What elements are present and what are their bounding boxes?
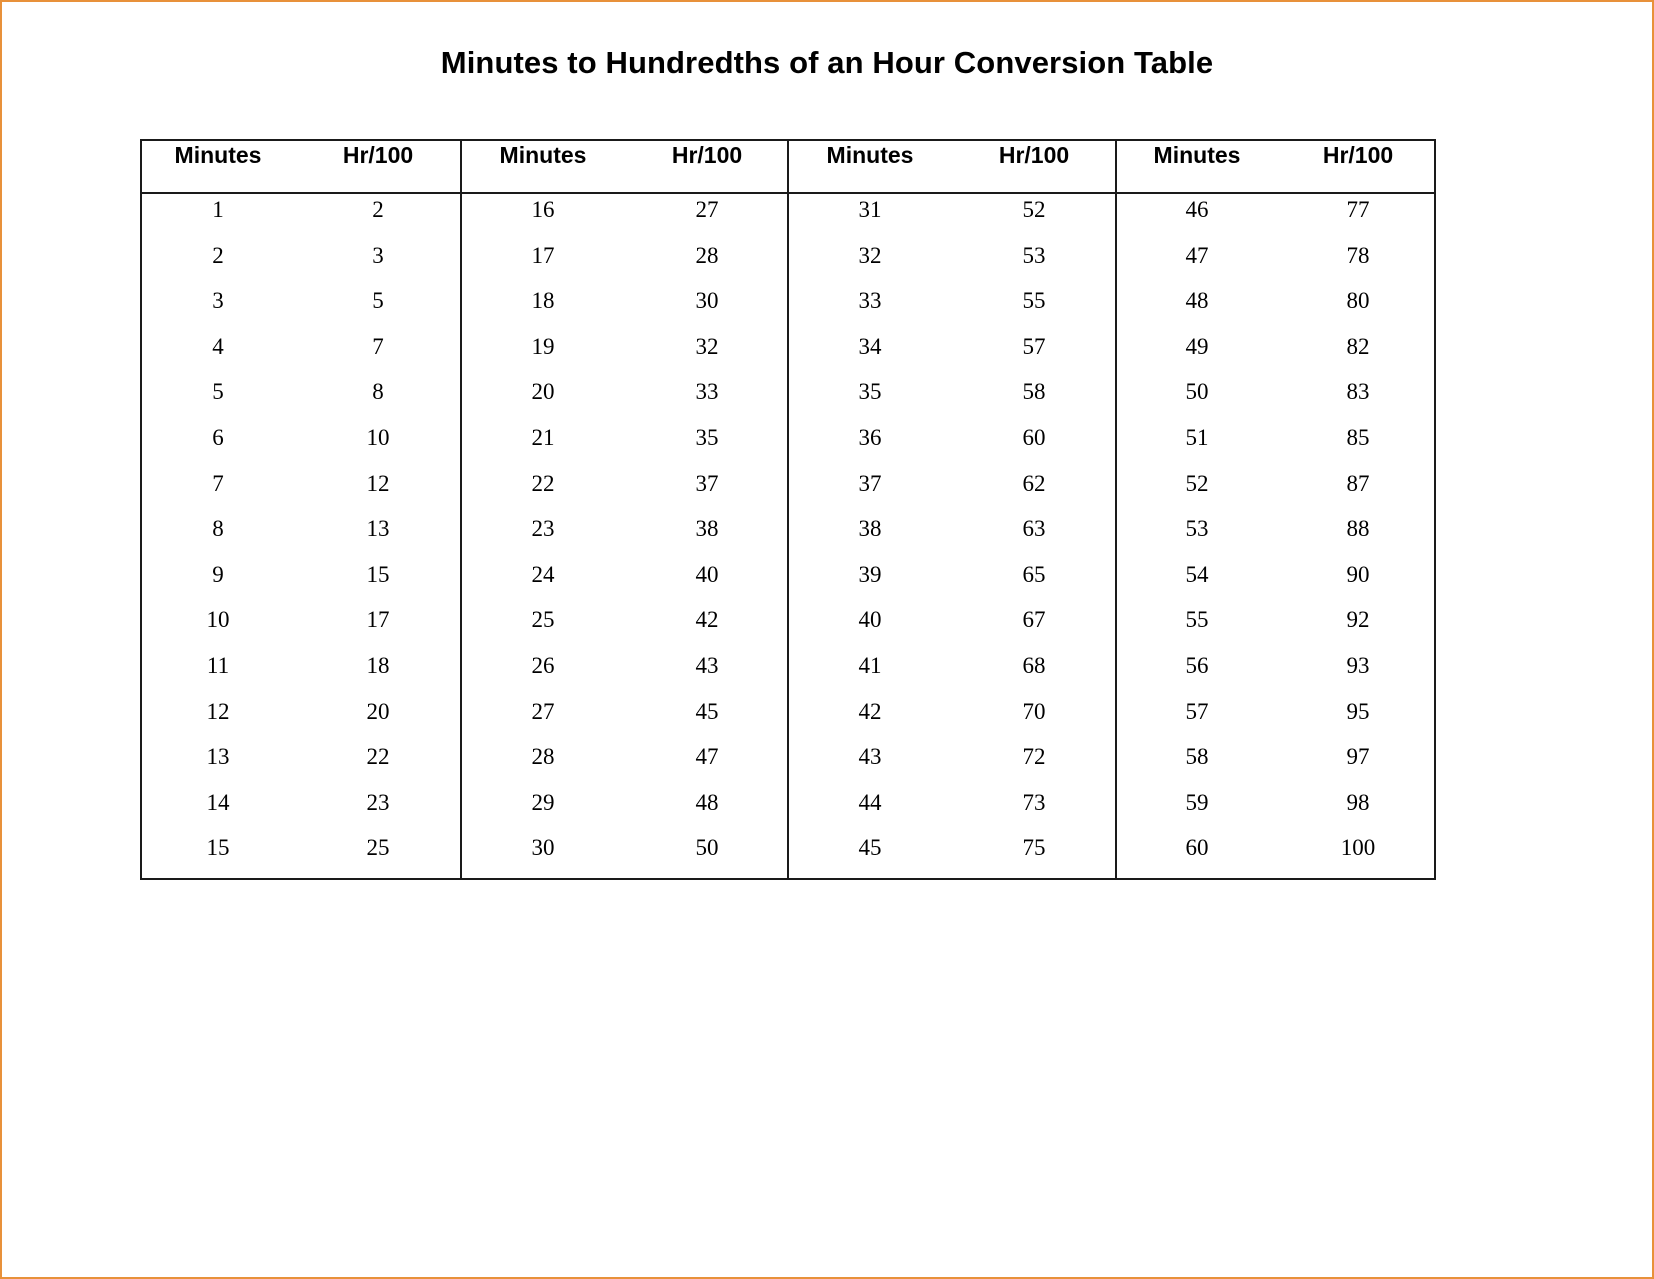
cell-hr100: 5	[372, 288, 384, 313]
cell-hr100: 80	[1346, 288, 1370, 313]
cell-hr100: 10	[366, 425, 390, 450]
cell-hr100: 73	[1022, 790, 1046, 815]
cell-minutes: 49	[1185, 334, 1209, 359]
cell-minutes: 29	[531, 790, 555, 815]
cell-hr100: 90	[1346, 562, 1370, 587]
cell-minutes: 22	[531, 471, 555, 496]
cell-hr100: 95	[1346, 699, 1370, 724]
cell-hr100: 92	[1346, 607, 1370, 632]
cell-minutes: 8	[212, 516, 224, 541]
cell-hr100: 100	[1340, 835, 1376, 860]
cell-minutes: 42	[858, 699, 882, 724]
cell-hr100: 17	[366, 607, 390, 632]
cell-hr100: 93	[1346, 653, 1370, 678]
cell-hr100: 78	[1346, 243, 1370, 268]
cell-minutes: 9	[212, 562, 224, 587]
cell-hr100: 63	[1022, 516, 1046, 541]
cell-hr100: 8	[372, 379, 384, 404]
cell-minutes: 44	[858, 790, 882, 815]
cell-minutes: 38	[858, 516, 882, 541]
cell-minutes: 16	[531, 197, 555, 222]
cell-minutes: 34	[858, 334, 882, 359]
cell-minutes: 20	[531, 379, 555, 404]
cell-minutes: 12	[206, 699, 230, 724]
cell-hr100: 70	[1022, 699, 1046, 724]
cell-minutes: 26	[531, 653, 555, 678]
cell-hr100: 32	[695, 334, 719, 359]
header-minutes: Minutes	[826, 142, 914, 168]
group-divider	[1115, 139, 1117, 880]
cell-minutes: 24	[531, 562, 555, 587]
cell-minutes: 21	[531, 425, 555, 450]
cell-minutes: 31	[858, 197, 882, 222]
group-divider	[460, 139, 462, 880]
page-title: Minutes to Hundredths of an Hour Conversion Table	[440, 45, 1214, 80]
cell-hr100: 13	[366, 516, 390, 541]
header-hr100: Hr/100	[671, 142, 743, 168]
cell-hr100: 18	[366, 653, 390, 678]
cell-minutes: 14	[206, 790, 230, 815]
cell-minutes: 30	[531, 835, 555, 860]
cell-hr100: 68	[1022, 653, 1046, 678]
cell-minutes: 60	[1185, 835, 1209, 860]
cell-hr100: 22	[366, 744, 390, 769]
cell-minutes: 59	[1185, 790, 1209, 815]
cell-minutes: 19	[531, 334, 555, 359]
cell-hr100: 77	[1346, 197, 1370, 222]
cell-minutes: 13	[206, 744, 230, 769]
cell-hr100: 3	[372, 243, 384, 268]
cell-minutes: 3	[212, 288, 224, 313]
cell-minutes: 45	[858, 835, 882, 860]
group-divider	[787, 139, 789, 880]
cell-hr100: 30	[695, 288, 719, 313]
cell-minutes: 53	[1185, 516, 1209, 541]
header-hr100: Hr/100	[998, 142, 1070, 168]
cell-minutes: 55	[1185, 607, 1209, 632]
cell-minutes: 47	[1185, 243, 1209, 268]
cell-minutes: 23	[531, 516, 555, 541]
cell-minutes: 32	[858, 243, 882, 268]
cell-minutes: 37	[858, 471, 882, 496]
cell-hr100: 52	[1022, 197, 1046, 222]
cell-minutes: 40	[858, 607, 882, 632]
cell-hr100: 20	[366, 699, 390, 724]
cell-hr100: 45	[695, 699, 719, 724]
header-hr100: Hr/100	[342, 142, 414, 168]
cell-minutes: 6	[212, 425, 224, 450]
cell-hr100: 58	[1022, 379, 1046, 404]
cell-hr100: 40	[695, 562, 719, 587]
header-minutes: Minutes	[174, 142, 262, 168]
cell-hr100: 83	[1346, 379, 1370, 404]
cell-minutes: 4	[212, 334, 224, 359]
cell-minutes: 1	[212, 197, 224, 222]
cell-hr100: 33	[695, 379, 719, 404]
cell-minutes: 28	[531, 744, 555, 769]
cell-hr100: 75	[1022, 835, 1046, 860]
cell-hr100: 72	[1022, 744, 1046, 769]
cell-hr100: 25	[366, 835, 390, 860]
cell-hr100: 47	[695, 744, 719, 769]
cell-minutes: 33	[858, 288, 882, 313]
cell-hr100: 7	[372, 334, 384, 359]
cell-hr100: 35	[695, 425, 719, 450]
cell-hr100: 65	[1022, 562, 1046, 587]
header-minutes: Minutes	[499, 142, 587, 168]
cell-minutes: 17	[531, 243, 555, 268]
cell-hr100: 98	[1346, 790, 1370, 815]
cell-hr100: 82	[1346, 334, 1370, 359]
cell-hr100: 62	[1022, 471, 1046, 496]
cell-minutes: 39	[858, 562, 882, 587]
cell-minutes: 41	[858, 653, 882, 678]
cell-hr100: 2	[372, 197, 384, 222]
cell-hr100: 27	[695, 197, 719, 222]
cell-hr100: 55	[1022, 288, 1046, 313]
cell-hr100: 85	[1346, 425, 1370, 450]
cell-minutes: 48	[1185, 288, 1209, 313]
cell-hr100: 97	[1346, 744, 1370, 769]
cell-minutes: 15	[206, 835, 230, 860]
cell-hr100: 23	[366, 790, 390, 815]
cell-hr100: 28	[695, 243, 719, 268]
cell-minutes: 50	[1185, 379, 1209, 404]
cell-minutes: 25	[531, 607, 555, 632]
cell-minutes: 51	[1185, 425, 1209, 450]
cell-hr100: 87	[1346, 471, 1370, 496]
cell-minutes: 7	[212, 471, 224, 496]
cell-hr100: 88	[1346, 516, 1370, 541]
cell-minutes: 54	[1185, 562, 1209, 587]
cell-minutes: 58	[1185, 744, 1209, 769]
cell-hr100: 48	[695, 790, 719, 815]
cell-hr100: 53	[1022, 243, 1046, 268]
cell-minutes: 35	[858, 379, 882, 404]
header-hr100: Hr/100	[1322, 142, 1394, 168]
cell-hr100: 38	[695, 516, 719, 541]
cell-hr100: 42	[695, 607, 719, 632]
cell-hr100: 15	[366, 562, 390, 587]
cell-minutes: 11	[206, 653, 230, 678]
cell-minutes: 56	[1185, 653, 1209, 678]
cell-hr100: 57	[1022, 334, 1046, 359]
cell-hr100: 12	[366, 471, 390, 496]
cell-minutes: 52	[1185, 471, 1209, 496]
cell-hr100: 43	[695, 653, 719, 678]
cell-minutes: 36	[858, 425, 882, 450]
cell-minutes: 46	[1185, 197, 1209, 222]
cell-hr100: 50	[695, 835, 719, 860]
cell-hr100: 37	[695, 471, 719, 496]
cell-minutes: 43	[858, 744, 882, 769]
header-minutes: Minutes	[1153, 142, 1241, 168]
cell-minutes: 10	[206, 607, 230, 632]
cell-minutes: 5	[212, 379, 224, 404]
cell-hr100: 67	[1022, 607, 1046, 632]
cell-minutes: 57	[1185, 699, 1209, 724]
cell-minutes: 2	[212, 243, 224, 268]
cell-minutes: 27	[531, 699, 555, 724]
cell-hr100: 60	[1022, 425, 1046, 450]
cell-minutes: 18	[531, 288, 555, 313]
